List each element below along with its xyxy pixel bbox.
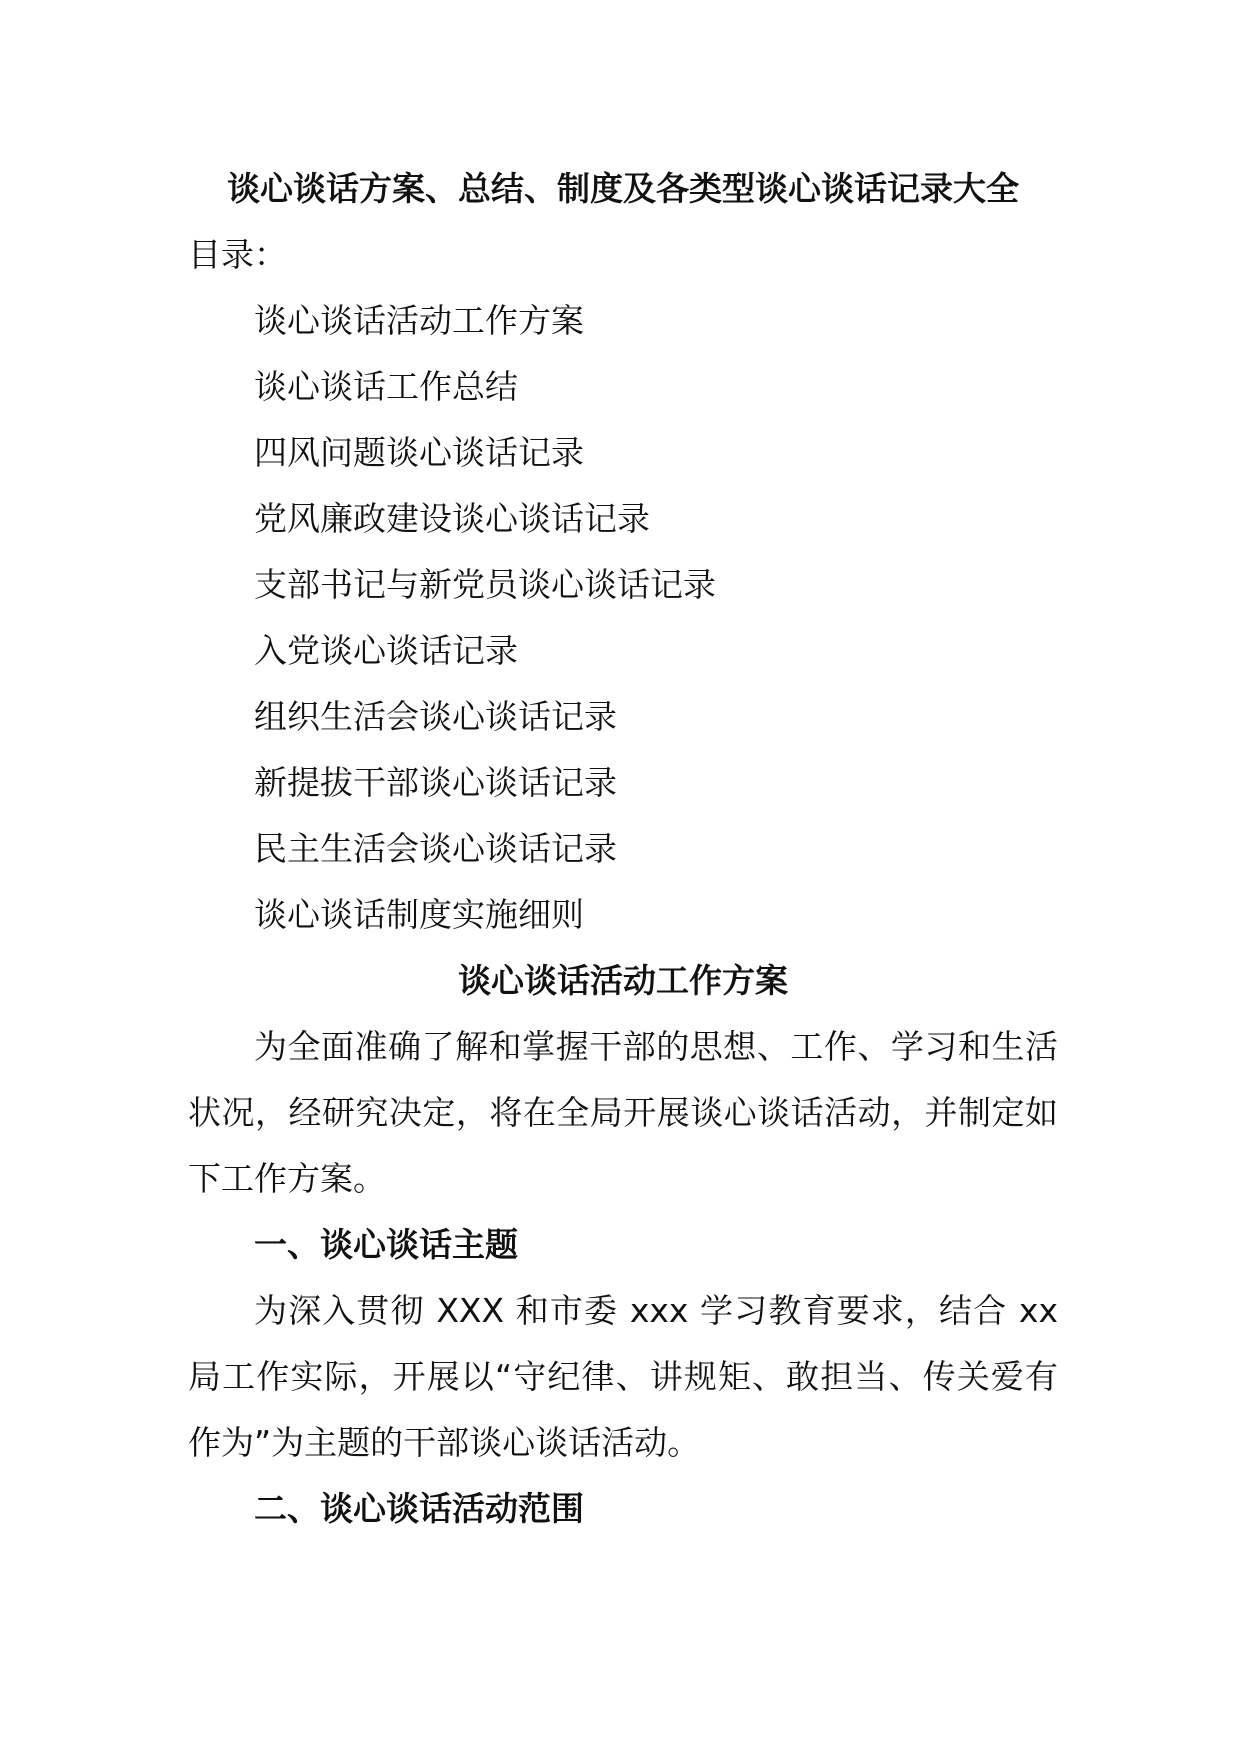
- subsection-heading-1: 一、谈心谈话主题: [254, 1225, 518, 1264]
- toc-item: 谈心谈话活动工作方案: [254, 301, 584, 340]
- toc-item: 党风廉政建设谈心谈话记录: [254, 499, 650, 538]
- toc-item: 谈心谈话制度实施细则: [254, 895, 584, 934]
- toc-item: 支部书记与新党员谈心谈话记录: [254, 565, 716, 604]
- toc-item: 四风问题谈心谈话记录: [254, 433, 584, 472]
- body-paragraph-1: 为深入贯彻 XXX 和市委 xxx 学习教育要求，结合 xx 局工作实际，开展以“守纪律、讲规矩、敢担当、传关爱有作为”为主题的干部谈心谈话活动。: [188, 1291, 1058, 1462]
- toc-heading: 目录：: [188, 235, 287, 274]
- subsection-heading-2: 二、谈心谈话活动范围: [254, 1489, 584, 1528]
- intro-paragraph: 为全面准确了解和掌握干部的思想、工作、学习和生活状况，经研究决定，将在全局开展谈心谈话活动，并制定如下工作方案。: [188, 1027, 1058, 1198]
- toc-item: 新提拔干部谈心谈话记录: [254, 763, 617, 802]
- document-content: [188, 156, 1058, 1542]
- document-title: 谈心谈话方案、总结、制度及各类型谈心谈话记录大全: [227, 169, 1019, 208]
- toc-item: 谈心谈话工作总结: [254, 367, 518, 406]
- toc-item: 民主生活会谈心谈话记录: [254, 829, 617, 868]
- toc-item: 组织生活会谈心谈话记录: [254, 697, 617, 736]
- table-of-contents: [188, 288, 1058, 948]
- section-title: 谈心谈话活动工作方案: [458, 961, 788, 1000]
- toc-item: 入党谈心谈话记录: [254, 631, 518, 670]
